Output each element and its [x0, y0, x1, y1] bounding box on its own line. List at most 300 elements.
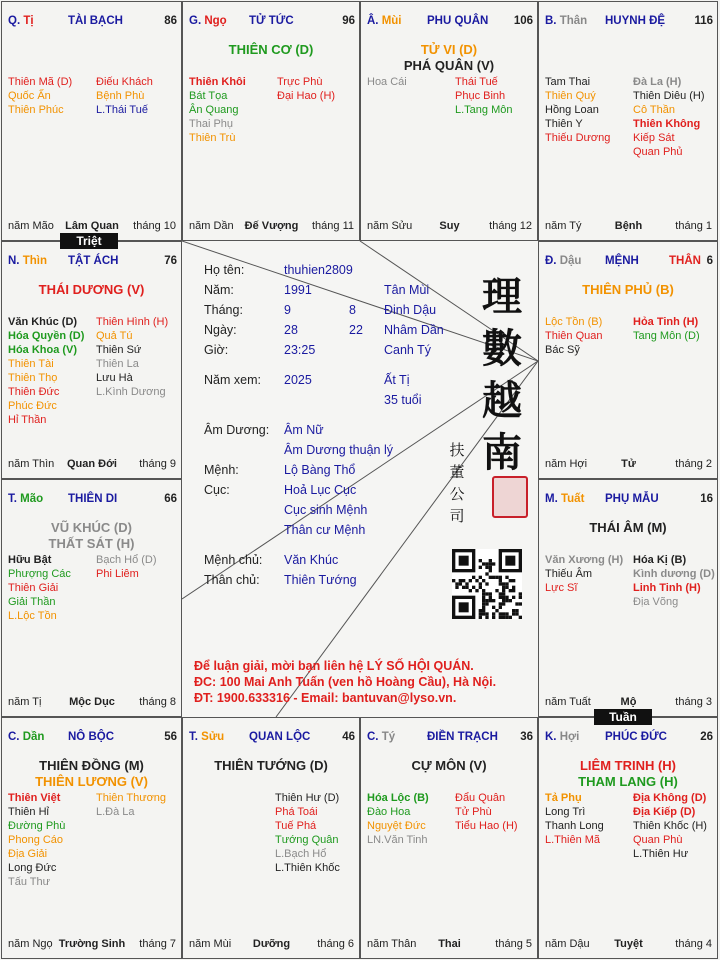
- palace-number: 116: [694, 15, 713, 27]
- left-star-list: [545, 315, 602, 357]
- palace-header: [545, 493, 713, 507]
- main-star: PHÁ QUÂN (V): [403, 58, 495, 73]
- view-year-canchi: Ất Tị: [384, 373, 410, 387]
- cuc-note: Cục sinh Mệnh: [284, 503, 368, 517]
- palace-number: 96: [342, 15, 355, 27]
- life-stage: Bệnh: [614, 220, 643, 232]
- palace-branch: [545, 15, 587, 27]
- minor-star: Phượng Các: [8, 568, 71, 580]
- palace-header: [367, 731, 533, 745]
- palace-footer: [8, 696, 176, 709]
- minor-star: L.Thiên Khốc: [275, 862, 340, 874]
- minor-star: Thiếu Dương: [545, 132, 611, 144]
- minor-star: Thiên Khôi: [189, 76, 246, 88]
- minor-star: Thiên Khốc (H): [633, 820, 707, 832]
- hour-label: Giờ:: [204, 343, 229, 357]
- minor-star: Địa Võng: [633, 596, 679, 608]
- minor-star: Văn Xương (H): [545, 554, 624, 566]
- right-star-list: [96, 791, 166, 819]
- main-star: THÁI DƯƠNG (V): [38, 282, 145, 297]
- minor-star: Hóa Lộc (B): [367, 792, 429, 804]
- house-name: PHU QUÂN: [427, 15, 489, 27]
- year-label: năm Mão: [8, 220, 54, 232]
- palace-number: 36: [520, 731, 533, 743]
- main-star: THIÊN LƯƠNG (V): [35, 774, 148, 789]
- main-star: THIÊN PHỦ (B): [582, 282, 674, 297]
- calligraphy-logo: [472, 271, 532, 479]
- left-star-list: [545, 75, 610, 145]
- month-label: tháng 11: [311, 220, 354, 232]
- minor-star: Thiên Trù: [189, 132, 236, 144]
- minor-star: Thiên Diêu (H): [633, 90, 705, 102]
- minor-star: Thiên Thương: [96, 792, 167, 804]
- life-stage: Dưỡng: [252, 938, 291, 950]
- minor-star: Hỉ Thần: [8, 414, 47, 426]
- palace-dau: [538, 241, 718, 479]
- life-stage: Đế Vượng: [244, 220, 299, 232]
- life-stage: Suy: [439, 220, 460, 232]
- house-name: NÔ BỘC: [68, 731, 114, 743]
- right-star-list: [633, 75, 705, 159]
- minor-star: Bạch Hổ (D): [96, 554, 157, 566]
- minor-star: Hóa Kị (B): [633, 554, 687, 566]
- house-name: TÀI BẠCH: [68, 15, 123, 27]
- hour-value: 23:25: [284, 343, 316, 357]
- view-year-value: 2025: [284, 373, 312, 387]
- contact-phone-email: ĐT: 1900.633316 - Email: bantuvan@lyso.vn.: [194, 691, 457, 705]
- branch-name: Tý: [381, 731, 396, 743]
- main-star: LIÊM TRINH (H): [579, 758, 677, 773]
- name-value: thuhien2809: [284, 263, 353, 277]
- minor-star: Địa Kiếp (D): [633, 806, 696, 818]
- minor-star: Hóa Quyền (D): [8, 330, 85, 342]
- minor-star: Quốc Ấn: [8, 90, 51, 102]
- am-duong-label: Âm Dương:: [204, 423, 270, 437]
- palace-header: [545, 731, 713, 745]
- palace-header: [189, 15, 355, 29]
- than-chu-label: Thân chủ:: [204, 573, 260, 587]
- life-stage: Mộ: [620, 696, 637, 708]
- minor-star: Quan Phù: [633, 834, 683, 846]
- left-star-list: [367, 791, 429, 847]
- life-stage: Tuyệt: [614, 938, 643, 950]
- minor-star: Long Đức: [8, 862, 57, 874]
- month-lunar: 8: [349, 303, 356, 317]
- branch-name: Tị: [23, 15, 34, 27]
- contact-line-1: Để luận giải, mời bạn liên hệ LÝ SỐ HỘI QUÁN.: [194, 659, 474, 673]
- palace-header: [545, 15, 713, 29]
- branch-name: Dậu: [559, 255, 582, 267]
- left-star-list: [8, 315, 84, 427]
- year-canchi: Tân Mùi: [384, 283, 430, 297]
- palace-hoi: [538, 717, 718, 959]
- palace-header: [367, 15, 533, 29]
- month-label: tháng 5: [495, 938, 532, 950]
- palace-ngo: [182, 1, 360, 241]
- center-panel: [182, 241, 538, 717]
- branch-prefix: K.: [545, 731, 557, 743]
- palace-footer: [367, 938, 532, 951]
- month-label: tháng 12: [489, 220, 532, 232]
- right-star-list: [96, 315, 168, 399]
- minor-star: Thiên Việt: [8, 792, 61, 804]
- minor-star: L.Đà La: [96, 806, 135, 818]
- palace-branch: [367, 15, 402, 27]
- minor-star: Thiên Quý: [545, 90, 596, 102]
- palace-footer: [545, 458, 712, 471]
- minor-star: L.Tang Môn: [455, 104, 513, 116]
- minor-star: Đà La (H): [633, 76, 682, 88]
- branch-prefix: Â.: [367, 15, 379, 27]
- minor-star: Tướng Quân: [275, 834, 339, 846]
- minor-star: Đại Hao (H): [277, 90, 336, 102]
- year-value: 1991: [284, 283, 312, 297]
- cuc-label: Cục:: [204, 483, 230, 497]
- minor-star: Thái Tuế: [455, 76, 498, 88]
- minor-star: Phúc Đức: [8, 400, 57, 412]
- minor-star: Tả Phụ: [545, 792, 582, 804]
- calligraphy-char: 南: [482, 429, 522, 476]
- right-star-list: [455, 75, 512, 117]
- minor-star: L.Lộc Tồn: [8, 610, 57, 622]
- minor-star: Đẩu Quân: [455, 792, 506, 804]
- house-name: PHỤ MẪU: [605, 493, 659, 505]
- branch-name: Tuất: [560, 493, 585, 505]
- minor-star: Bác Sỹ: [545, 344, 580, 356]
- age-value: 35 tuổi: [384, 393, 422, 407]
- month-label: tháng 9: [139, 458, 176, 470]
- minor-star: Địa Không (D): [633, 792, 707, 804]
- right-star-list: [455, 791, 518, 833]
- life-stage: Quan Đới: [67, 458, 117, 470]
- minor-star: Giải Thần: [8, 596, 56, 608]
- life-stage: Trường Sinh: [58, 938, 126, 950]
- minor-star: Tuế Phá: [275, 820, 317, 832]
- minor-star: L.Thiên Hư: [633, 848, 689, 860]
- minor-star: Đường Phù: [8, 820, 66, 832]
- qr-code: [452, 549, 522, 619]
- house-name: MỆNH: [605, 255, 639, 267]
- palace-thin: [1, 241, 182, 479]
- minor-star: Tang Môn (D): [633, 330, 700, 342]
- house-name: PHÚC ĐỨC: [605, 731, 667, 743]
- minor-star: Thiếu Âm: [545, 568, 593, 580]
- palace-branch: [8, 493, 43, 505]
- minor-star: Thiên Hư (D): [275, 792, 340, 804]
- branch-prefix: Đ.: [545, 255, 557, 267]
- minor-star: Phi Liêm: [96, 568, 139, 580]
- branch-name: Mùi: [381, 15, 402, 27]
- red-seal: [492, 476, 528, 518]
- branch-prefix: G.: [189, 15, 202, 27]
- minor-star: L.Kình Dương: [96, 386, 166, 398]
- minor-star: Hỏa Tinh (H): [633, 316, 699, 328]
- palace-branch: [189, 15, 227, 27]
- minor-star: Thiên Không: [633, 118, 701, 130]
- palace-number: 16: [700, 493, 713, 505]
- minor-star: Thiên Tài: [8, 358, 54, 370]
- branch-prefix: C.: [8, 731, 20, 743]
- branch-name: Ngọ: [204, 15, 227, 27]
- month-value: 9: [284, 303, 291, 317]
- palace-branch: [189, 731, 224, 743]
- right-star-list: [275, 791, 340, 875]
- year-label: năm Thìn: [8, 458, 55, 470]
- minor-star: Bát Tọa: [189, 90, 228, 102]
- right-star-list: [633, 315, 700, 343]
- month-label: tháng 4: [675, 938, 712, 950]
- palace-mui: [360, 1, 538, 241]
- palace-header: [189, 731, 355, 745]
- main-star: THÁI ÂM (M): [589, 520, 667, 535]
- month-label: tháng 10: [133, 220, 176, 232]
- minor-star: Thiên Hỉ: [8, 806, 49, 818]
- palace-branch: [545, 731, 579, 743]
- minor-star: Tấu Thư: [8, 876, 51, 888]
- minor-star: Thiên Đức: [8, 386, 60, 398]
- month-label: tháng 3: [675, 696, 712, 708]
- year-label: năm Tý: [545, 220, 582, 232]
- minor-star: Phong Cáo: [8, 834, 64, 846]
- day-lunar: 22: [349, 323, 363, 337]
- year-label: năm Tuất: [545, 696, 591, 708]
- year-label: Năm:: [204, 283, 234, 297]
- branch-prefix: C.: [367, 731, 379, 743]
- palace-number: 6: [706, 255, 713, 267]
- day-canchi: Nhâm Dần: [384, 323, 444, 337]
- minor-star: Tử Phù: [455, 806, 492, 818]
- palace-ty: [360, 717, 538, 959]
- year-label: năm Thân: [367, 938, 417, 950]
- life-stage: Tử: [621, 458, 636, 470]
- than-chu-value: Thiên Tướng: [284, 573, 357, 587]
- cuc-value: Hoả Lục Cục: [284, 483, 357, 497]
- palace-branch: [545, 493, 584, 505]
- palace-mao: [1, 479, 182, 717]
- minor-star: Thiên Phúc: [8, 104, 64, 116]
- minor-star: Thanh Long: [545, 820, 604, 832]
- minor-star: Nguyệt Đức: [367, 820, 426, 832]
- year-label: năm Tị: [8, 696, 42, 708]
- tuan-tag: Tuần: [594, 709, 652, 725]
- branch-name: Sửu: [201, 731, 225, 743]
- menh-label: Mệnh:: [204, 463, 239, 477]
- palace-header: [8, 731, 177, 745]
- branch-name: Mão: [20, 493, 44, 505]
- branch-prefix: T.: [8, 493, 17, 505]
- left-star-list: [545, 791, 604, 847]
- minor-star: Thiên La: [96, 358, 139, 370]
- minor-star: Thiên Giải: [8, 582, 59, 594]
- branch-prefix: B.: [545, 15, 557, 27]
- am-duong-value: Âm Nữ: [284, 423, 324, 437]
- minor-star: Thai Phụ: [189, 118, 234, 130]
- main-star: THIÊN CƠ (D): [228, 42, 314, 57]
- month-label: tháng 1: [675, 220, 712, 232]
- minor-star: Cô Thần: [633, 104, 675, 116]
- contact-address: ĐC: 100 Mai Anh Tuấn (ven hồ Hoàng Cầu), Hà Nội.: [194, 675, 497, 689]
- minor-star: Hoa Cái: [367, 76, 407, 88]
- palace-footer: [189, 938, 354, 951]
- branch-name: Hợi: [559, 731, 580, 743]
- branch-prefix: M.: [545, 493, 558, 505]
- left-star-list: [189, 75, 246, 145]
- day-value: 28: [284, 323, 298, 337]
- month-canchi: Đinh Dậu: [384, 303, 437, 317]
- view-year-label: Năm xem:: [204, 373, 261, 387]
- year-label: năm Mùi: [189, 938, 232, 950]
- month-label: tháng 6: [317, 938, 354, 950]
- month-label: tháng 2: [675, 458, 712, 470]
- palace-footer: [367, 220, 532, 233]
- palace-header: [8, 15, 177, 29]
- palace-footer: [8, 938, 176, 951]
- left-star-list: [545, 553, 623, 595]
- day-label: Ngày:: [204, 323, 237, 337]
- minor-star: Thiên Sứ: [96, 344, 142, 356]
- minor-star: Kình dương (D): [633, 568, 715, 580]
- branch-prefix: N.: [8, 255, 20, 267]
- palace-header: [8, 493, 177, 507]
- main-star: THAM LANG (H): [578, 774, 678, 789]
- calligraphy-char: 越: [482, 377, 522, 424]
- palace-branch: [367, 731, 395, 743]
- minor-star: Tiểu Hao (H): [455, 820, 518, 832]
- right-star-list: [633, 553, 715, 609]
- palace-number: 46: [342, 731, 355, 743]
- minor-star: Thiên Quan: [545, 330, 603, 342]
- main-star: TỬ VI (D): [420, 42, 478, 57]
- minor-star: Hữu Bật: [8, 554, 52, 566]
- main-star: CỰ MÔN (V): [411, 758, 487, 773]
- year-label: năm Dần: [189, 220, 234, 232]
- house-name: TẬT ÁCH: [68, 255, 119, 267]
- minor-star: L.Thiên Mã: [545, 834, 601, 846]
- year-label: năm Sửu: [367, 220, 413, 232]
- triet-tag: Triệt: [60, 233, 118, 249]
- left-star-list: [8, 791, 65, 889]
- minor-star: Linh Tinh (H): [633, 582, 701, 594]
- minor-star: Địa Giải: [8, 848, 48, 860]
- branch-name: Dần: [22, 731, 45, 743]
- main-star: THIÊN TƯỚNG (D): [214, 758, 328, 773]
- am-duong-note: Âm Dương thuận lý: [284, 443, 393, 457]
- palace-dan: [1, 717, 182, 959]
- month-label: Tháng:: [204, 303, 243, 317]
- minor-star: L.Bạch Hổ: [275, 848, 327, 860]
- month-label: tháng 7: [139, 938, 176, 950]
- house-secondary: THÂN: [669, 255, 701, 267]
- house-name: THIÊN DI: [68, 493, 118, 505]
- palace-header: [8, 255, 177, 269]
- house-name: ĐIỀN TRẠCH: [427, 731, 498, 743]
- life-stage: Lâm Quan: [65, 220, 119, 232]
- minor-star: Tam Thai: [545, 76, 591, 88]
- minor-star: Phá Toái: [275, 806, 318, 818]
- minor-star: Lưu Hà: [96, 372, 133, 384]
- minor-star: Thiên Hình (H): [96, 316, 169, 328]
- palace-footer: [545, 220, 712, 233]
- palace-footer: [189, 220, 354, 233]
- palace-footer: [8, 220, 176, 233]
- palace-than: [538, 1, 718, 241]
- year-label: năm Dậu: [545, 938, 590, 950]
- minor-star: L.Thái Tuế: [96, 104, 148, 116]
- palace-footer: [545, 696, 712, 709]
- palace-suu: [182, 717, 360, 959]
- menh-value: Lộ Bàng Thổ: [284, 463, 356, 477]
- branch-prefix: Q.: [8, 15, 21, 27]
- branch-name: Thân: [559, 15, 588, 27]
- right-star-list: [277, 75, 335, 103]
- palace-number: 66: [164, 493, 177, 505]
- minor-star: Điếu Khách: [96, 76, 153, 88]
- palace-branch: [545, 255, 581, 267]
- branch-name: Thìn: [22, 255, 47, 267]
- palace-number: 56: [164, 731, 177, 743]
- palace-branch: [8, 15, 34, 27]
- branch-prefix: T.: [189, 731, 198, 743]
- minor-star: Trực Phù: [277, 76, 323, 88]
- left-star-list: [367, 75, 407, 89]
- life-stage: Thai: [438, 938, 461, 950]
- month-label: tháng 8: [139, 696, 176, 708]
- left-star-list: [8, 75, 72, 117]
- palace-header: [545, 255, 713, 269]
- palace-number: 86: [164, 15, 177, 27]
- minor-star: Đào Hoa: [367, 806, 411, 818]
- palace-branch: [8, 731, 44, 743]
- palace-number: 26: [700, 731, 713, 743]
- minor-star: Thiên Mã (D): [8, 76, 73, 88]
- main-star: VŨ KHÚC (D): [51, 520, 132, 535]
- than-cu-note: Thân cư Mệnh: [284, 523, 366, 537]
- minor-star: Hồng Loan: [545, 104, 599, 116]
- minor-star: LN.Văn Tinh: [367, 834, 428, 846]
- minor-star: Ân Quang: [189, 104, 239, 116]
- minor-star: Thiên Thọ: [8, 372, 58, 384]
- right-star-list: [633, 791, 707, 861]
- minor-star: Lộc Tồn (B): [545, 316, 603, 328]
- minor-star: Phục Binh: [455, 90, 506, 102]
- calligraphy-char: 數: [482, 325, 522, 372]
- palace-footer: [8, 458, 176, 471]
- minor-star: Quả Tú: [96, 330, 133, 342]
- life-stage: Mộc Dục: [69, 696, 115, 708]
- house-name: QUAN LỘC: [249, 731, 311, 743]
- seal-side-text: 扶 董 公 司: [449, 441, 465, 525]
- menh-chu-label: Mệnh chủ:: [204, 553, 263, 567]
- palace-number: 76: [164, 255, 177, 267]
- palace-tuat: [538, 479, 718, 717]
- year-label: năm Hợi: [545, 458, 588, 470]
- right-star-list: [96, 75, 153, 117]
- minor-star: Lực Sĩ: [545, 582, 578, 594]
- house-name: HUYNH ĐỆ: [605, 15, 666, 27]
- left-star-list: [8, 553, 71, 623]
- minor-star: Thiên Y: [545, 118, 583, 130]
- name-label: Họ tên:: [204, 263, 245, 277]
- year-label: năm Ngọ: [8, 938, 53, 950]
- palace-ti: [1, 1, 182, 241]
- calligraphy-char: 理: [482, 273, 522, 320]
- minor-star: Hóa Khoa (V): [8, 344, 78, 356]
- minor-star: Quan Phủ: [633, 146, 683, 158]
- palace-number: 106: [513, 15, 533, 27]
- right-star-list: [96, 553, 157, 581]
- main-star: THẤT SÁT (H): [48, 536, 135, 551]
- minor-star: Long Trì: [545, 806, 586, 818]
